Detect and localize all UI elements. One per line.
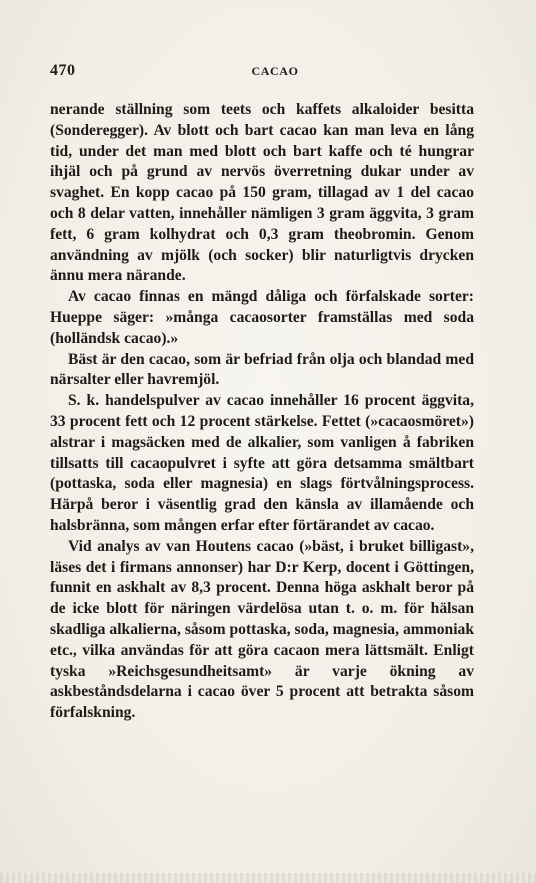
body-text — [50, 100, 474, 724]
paragraph-3: Bäst är den cacao, som är befriad från olja och blandad med närsalter eller havremjöl. — [50, 350, 474, 389]
paragraph-1: nerande ställning som teets och kaffets alkaloider besitta (Sonderegger). Av blott och bart cacao kan man leva en lång tid, under det man med blott och bart kaffe och té hungrar ihjäl och på grund av nervös överretning dukar under av svaghet. En kopp cacao på 150 gram, tillagad av 1 del cacao och 8 delar vatten, innehåller nämligen 3 gram äggvita, 3 gram fett, 6 gram kolhydrat och 0,3 gram theobromin. Genom användning av mjölk (och socker) blir naturligtvis drycken ännu mera närande. — [50, 101, 474, 285]
paragraph-5: Vid analys av van Houtens cacao (»bäst, i bruket billigast», läses det i firmans annonser) har D:r Kerp, docent i Göttingen, funnit en askhalt av 8,3 procent. Denna höga askhalt beror på de icke blott för näringen värdelösa utan t. o. m. för hälsan skadliga alkalierna, såsom pottaska, soda, magnesia, ammoniak etc., vilka användas för att göra cacaon mera lättsmält. Enligt tyska »Reichsgesundheitsamt» är varje ökning av askbeståndsdelarna i cacao över 5 procent att betrakta såsom förfalskning. — [50, 537, 474, 722]
paragraph-2: Av cacao finnas en mängd dåliga och förfalskade sorter: Hueppe säger: »många cacaosorter framställas med soda (holländsk cacao).» — [50, 288, 474, 347]
paragraph-4: S. k. handelspulver av cacao innehåller 16 procent äggvita, 33 procent fett och 12 procent stärkelse. Fettet (»cacaosmöret») alstrar i magsäcken med de alkalier, som vanligen å fabriken tillsatts till cacaopulvret i syfte att göra detsamma smältbart (pottaska, soda eller magnesia) en slags förtvålningsprocess. Härpå beror i väsentlig grad den känsla av illamående och halsbränna, som mången erfar efter förtärandet av cacao. — [50, 392, 474, 534]
page-bottom-edge — [0, 873, 536, 883]
running-head: CACAO — [251, 64, 299, 78]
page-number: 470 — [50, 62, 76, 79]
page-header — [50, 62, 500, 80]
